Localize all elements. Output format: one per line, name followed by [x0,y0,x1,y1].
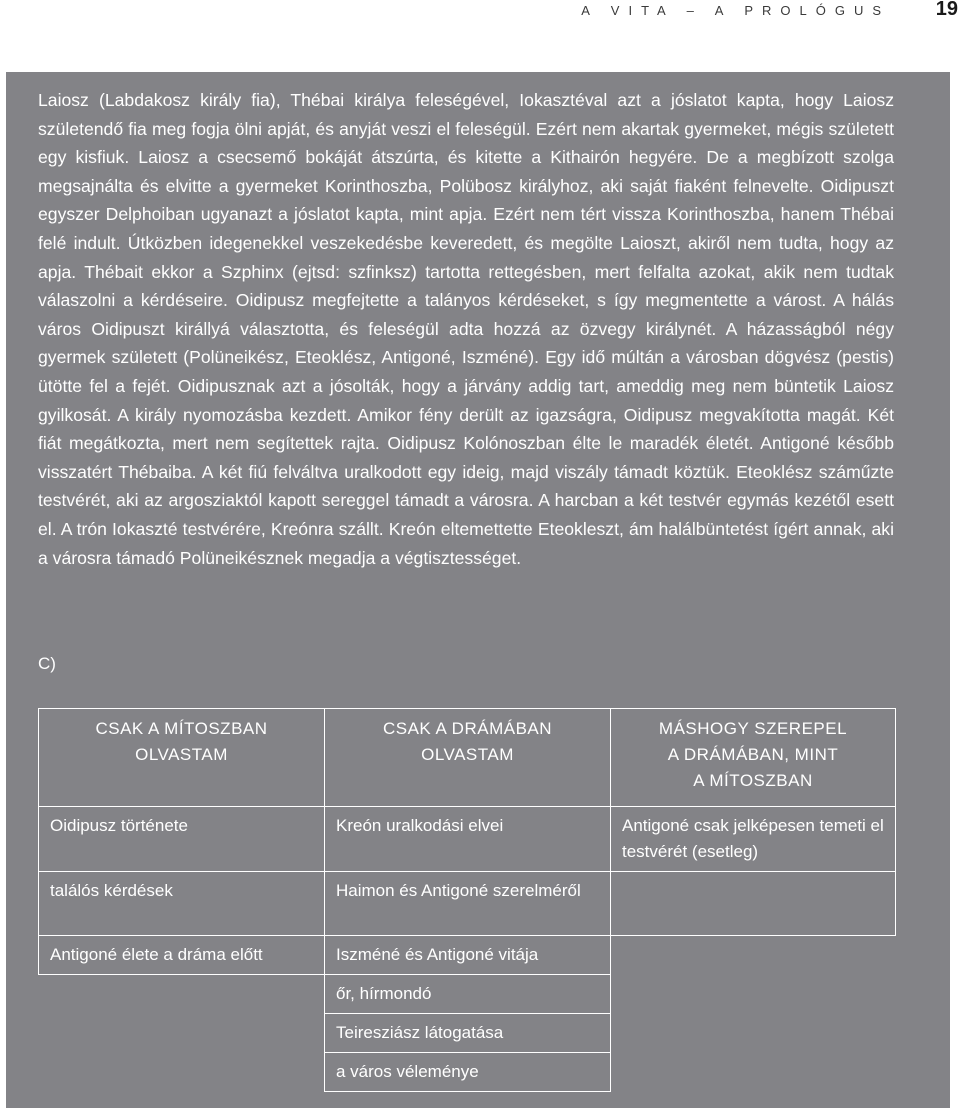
table-cell: találós kérdések [39,872,325,936]
section-label: C) [38,654,56,673]
page-number: 19 [935,0,958,20]
table-cell [611,975,896,1014]
table-row [39,1053,896,1092]
table-cell [611,1053,896,1092]
comparison-table [38,708,896,1092]
header-myth-only: CSAK A MÍTOSZBAN OLVASTAM [39,709,325,807]
table-cell [39,975,325,1014]
table-cell [611,872,896,936]
table-row [39,936,896,975]
body-paragraph: Laiosz (Labdakosz király fia), Thébai királya feleségével, Iokasztéval azt a jóslatot kapta, hogy Laiosz születendő fia meg fogja ölni apját, és anyját veszi el feleségül. Ezért nem akartak gyermeket, mégis született egy kisfiuk. Laiosz a csecsemő bokáját átszúrta, és kitette a Kithairón hegyére. De a megbízott szolga megsajnálta és elvitte a gyermeket Korinthoszba, Polübosz királyhoz, aki saját fiaként felnevelte. Oidipuszt egyszer Delphoiban ugyanazt a jóslatot kapta, mint apja. Ezért nem tért vissza Korinthoszba, hanem Thébai felé indult. Útközben idegenekkel veszekedésbe keveredett, és megölte Laioszt, akiről nem tudta, hogy az apja. Thébait ekkor a Szphinx (ejtsd: szfinksz) tartotta rettegésben, mert felfalta azokat, akik nem tudtak válaszolni a kérdéseire. Oidipusz megfejtette a talányos kérdéseket, s így megmentette a várost. A hálás város Oidipuszt királlyá választotta, és feleségül adta hozzá az özvegy királynét. A házasságból négy gyermek született (Polüneikész, Eteoklész, Antigoné, Iszméné). Egy idő múltán a városban dögvész (pestis) ütötte fel a fejét. Oidipusznak azt a jósolták, hogy a járvány addig tart, ameddig meg nem büntetik Laiosz gyilkosát. A király nyomozásba kezdett. Amikor fény derült az igazságra, Oidipusz megvakította magát. Két fiát megátkozta, mert nem segítettek rajta. Oidipusz Kolónoszban élte le maradék életét. Antigoné később visszatért Thébaiba. A két fiú felváltva uralkodott egy ideig, majd viszály támadt köztük. Eteoklész száműzte testvérét, aki az argosziaktól kapott sereggel támadt a városra. A harcban a két testvér egymás kezétől esett el. A trón Iokaszté testvérére, Kreónra szállt. Kreón eltemettette Eteokleszt, ám halálbüntetést ígért annak, aki a városra támadó Polüneikésznek megadja a végtisztességet. [38,90,894,568]
table-cell: őr, hírmondó [325,975,611,1014]
table-cell: Oidipusz története [39,807,325,872]
running-title: A VITA – A PROLÓGUS [581,3,890,18]
table-cell: Antigoné csak jelképesen temeti el testvérét (esetleg) [611,807,896,872]
table-cell [611,1014,896,1053]
running-head [0,0,960,30]
table-row [39,1014,896,1053]
content-panel [6,72,950,1108]
header-different: MÁSHOGY SZEREPEL A DRÁMÁBAN, MINT A MÍTOSZBAN [611,709,896,807]
table-row [39,872,896,936]
table-cell: Antigoné élete a dráma előtt [39,936,325,975]
table-cell [39,1053,325,1092]
table-header-row [39,709,896,807]
table-cell: Kreón uralkodási elvei [325,807,611,872]
table-cell [611,936,896,975]
table-row [39,807,896,872]
table-cell: Teiresziász látogatása [325,1014,611,1053]
table-row [39,975,896,1014]
table-cell [39,1014,325,1053]
table-cell: Iszméné és Antigoné vitája [325,936,611,975]
table-cell: Haimon és Antigoné szerelméről [325,872,611,936]
table-cell: a város véleménye [325,1053,611,1092]
header-drama-only: CSAK A DRÁMÁBAN OLVASTAM [325,709,611,807]
